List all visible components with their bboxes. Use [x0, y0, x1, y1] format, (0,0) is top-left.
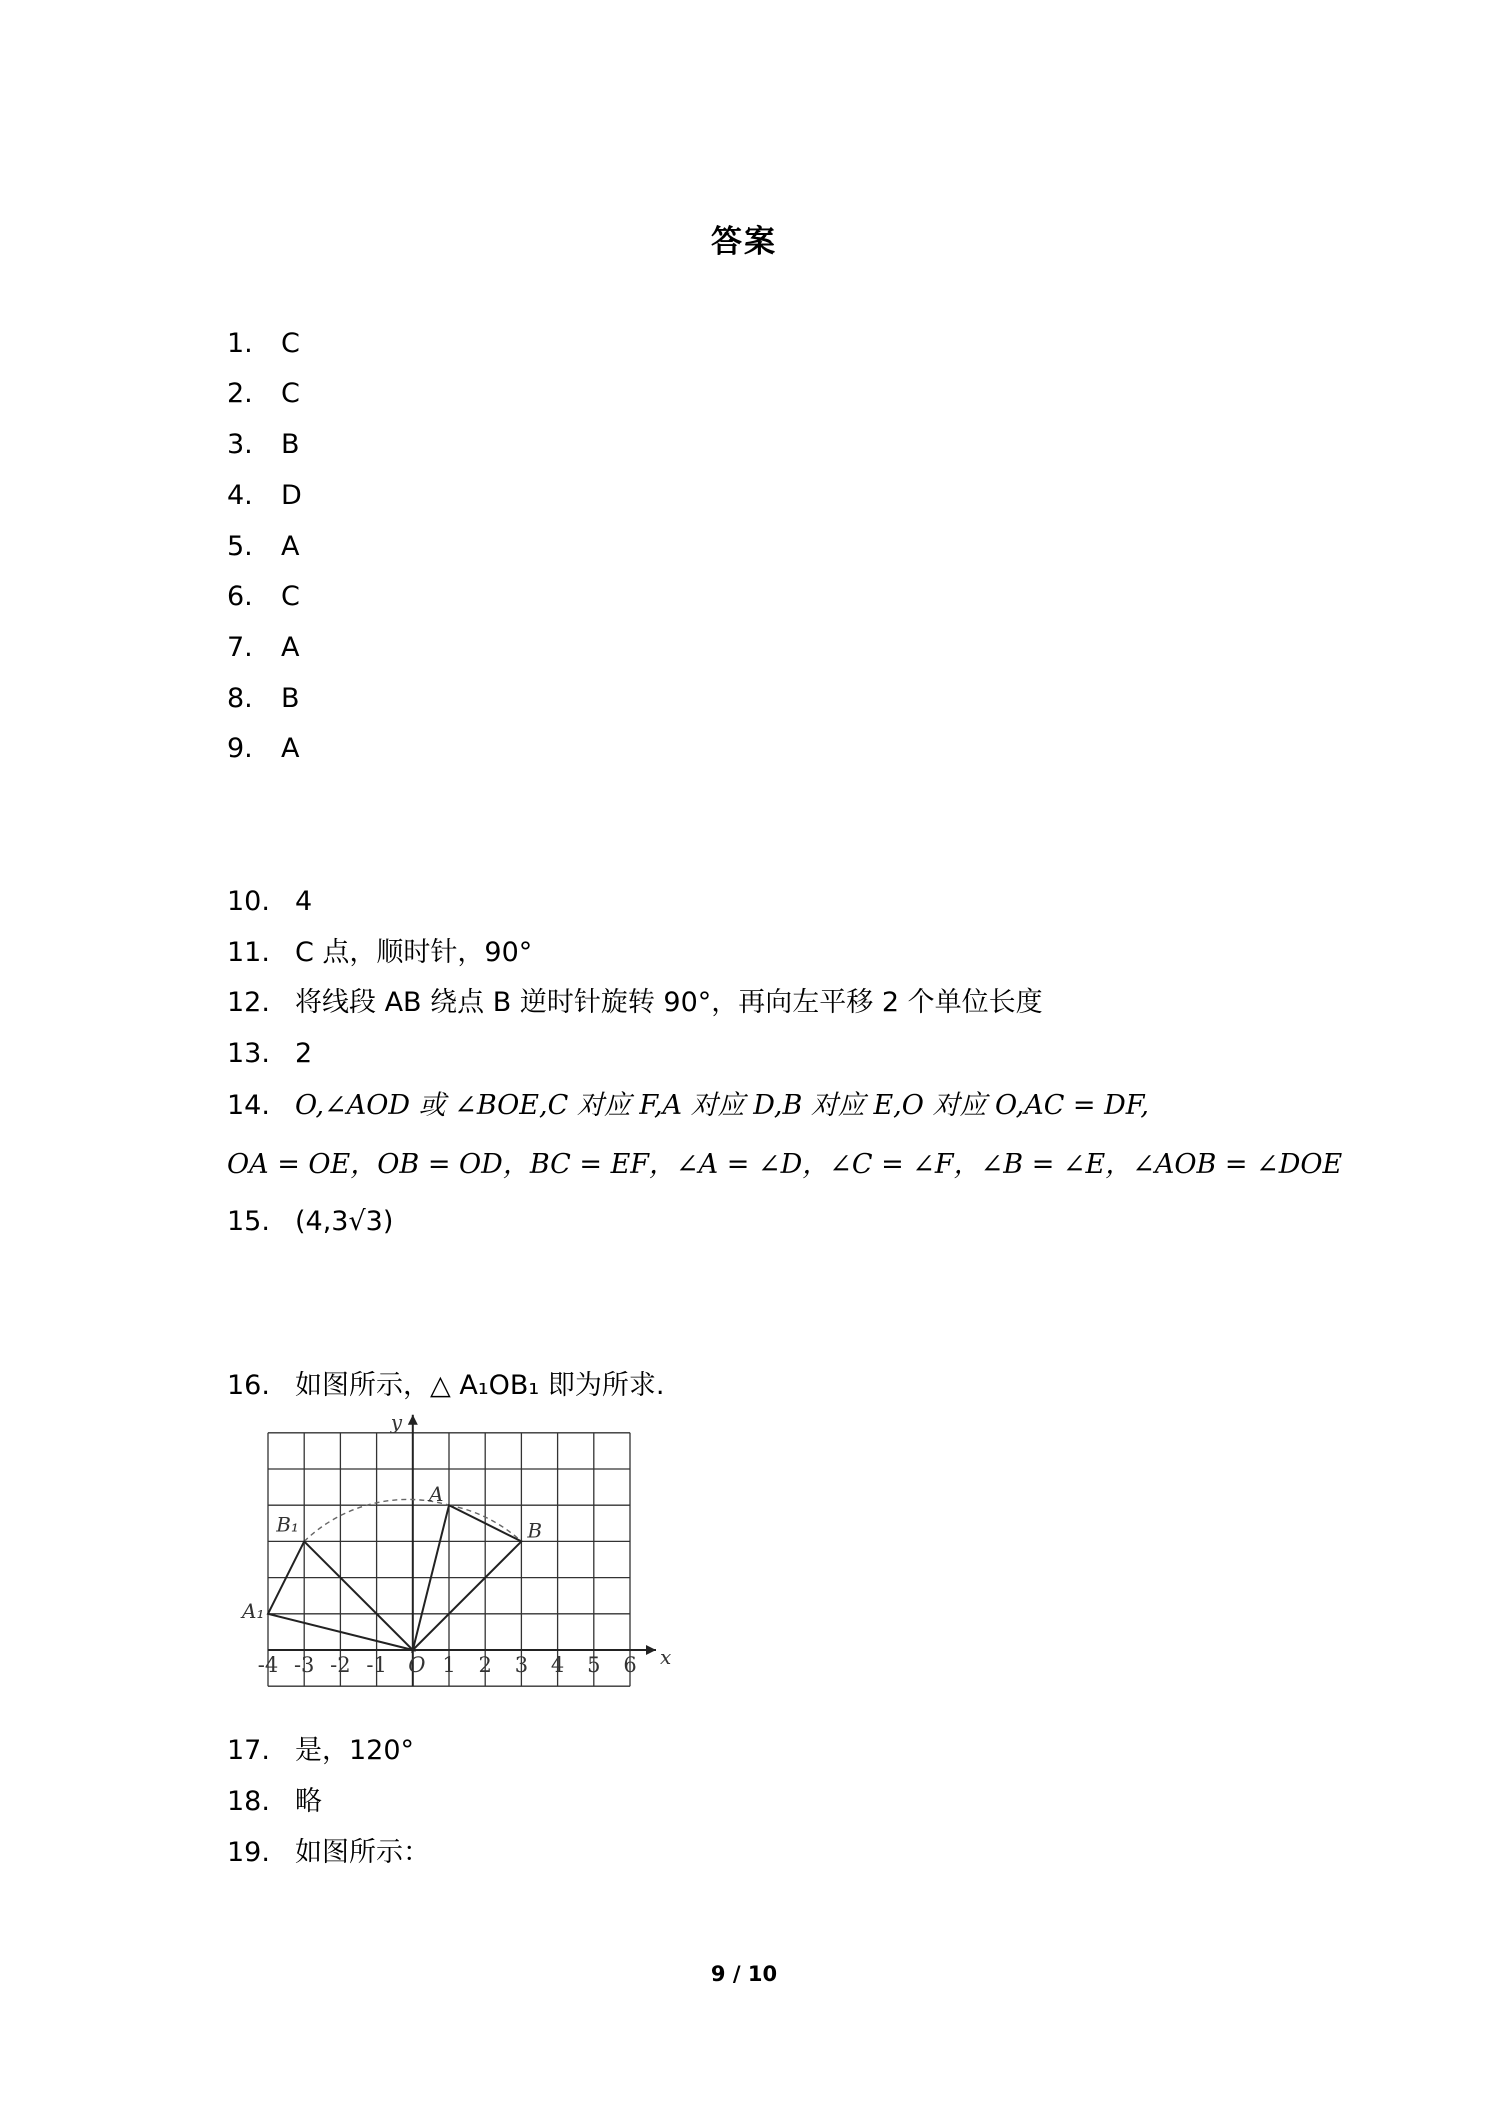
point-label-a1: A₁	[242, 1598, 265, 1623]
rotation-grid-figure	[238, 1409, 672, 1708]
triangles	[268, 1499, 521, 1650]
page-title: 答案	[711, 224, 777, 260]
x-tick-label: -1	[366, 1653, 387, 1677]
point-label-b1: B₁	[276, 1512, 299, 1537]
point-label-b: B	[527, 1518, 543, 1543]
y-axis-label: y	[390, 1409, 403, 1434]
x-axis-label: x	[660, 1645, 672, 1669]
x-tick-label: -3	[293, 1653, 315, 1677]
coordinate-axes	[268, 1415, 656, 1686]
y-axis-arrow-icon	[408, 1415, 418, 1425]
x-tick-label: O	[408, 1653, 426, 1677]
x-tick-label: 3	[514, 1653, 529, 1677]
point-label-a: A	[429, 1482, 444, 1507]
x-tick-label: 6	[623, 1653, 637, 1677]
x-tick-label: 4	[550, 1653, 565, 1677]
x-tick-label: -4	[257, 1653, 279, 1677]
x-tick-label: 2	[478, 1653, 492, 1677]
page-number: 9 / 10	[710, 1962, 778, 1986]
x-tick-label: 5	[587, 1653, 601, 1677]
x-axis-arrow-icon	[646, 1645, 656, 1655]
x-tick-label: -2	[330, 1653, 351, 1677]
answer-14-continued: OA = OE，OB = OD，BC = EF，∠A = ∠D，∠C = ∠F，∠B = ∠E，∠AOB = ∠DOE	[227, 1149, 1343, 1180]
x-tick-label: 1	[442, 1653, 456, 1677]
